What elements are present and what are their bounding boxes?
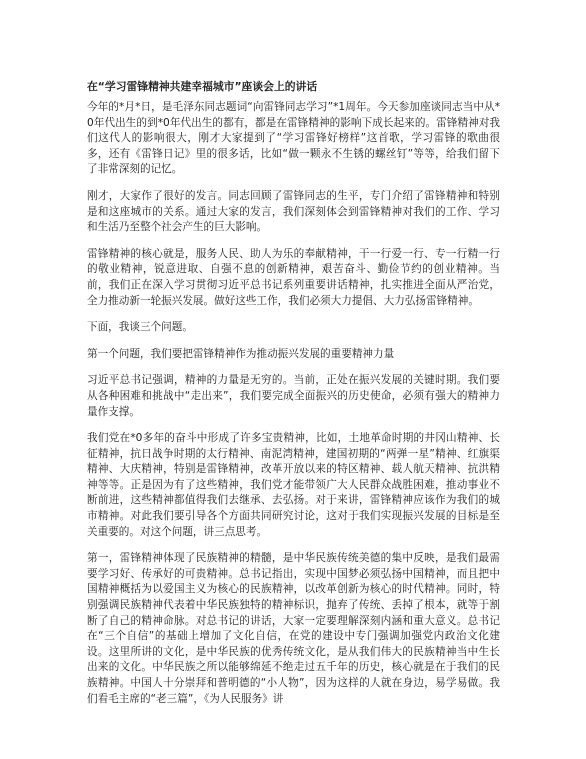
paragraph-speeches: 刚才，大家作了很好的发言。同志回顾了雷锋同志的生平，专门介绍了雷锋精神和特别是和这座城市的关系。通过大家的发言，我们深刻体会到雷锋精神对我们的工作、学习和生活乃至整个社会产生的巨大影响。 <box>87 189 500 234</box>
paragraph-spiritual-power: 习近平总书记强调，精神的力量是无穷的。当前，正处在振兴发展的关键时期。我们要从各种困难和挑战中“走出来”，我们要完成全面振兴的历史使命，必须有强大的精神力量作支撑。 <box>87 374 500 418</box>
paragraph-national-spirit: 第一，雷锋精神体现了民族精神的精髓，是中华民族传统美德的集中反映，是我们最需要学习好、传承好的可贵精神。总书记指出，实现中国梦必须弘扬中国精神，而且把中国精神概括为以爱国主义为核心的民族精神，以改革创新为核心的时代精神。同时，特别强调民族精神代表着中华民族独特的精神标识，抛弃了传统、丢掉了根本，就等于割断了自己的精神命脉。对总书记的讲话，大家一定要理解深刻内涵和重大意义。总书记在“三个自信”的基础上增加了文化自信，在党的建设中专门强调加强党内政治文化建设。这里所讲的文化，是中华民族的优秀传统文化，是从我们伟大的民族精神当中生长出来的文化。中华民族之所以能够绵延不绝走过五千年的历史，核心就是在于我们的民族精神。中国人十分崇拜和普明德的“小人物”，因为这样的人就在身边，易学易做。我们看毛主席的“老三篇”，《为人民服务》讲 <box>87 552 500 705</box>
document-body <box>87 80 500 718</box>
paragraph-intro: 今年的*月*日，是毛泽东同志题词“向雷锋同志学习”*1周年。今天参加座谈同志当中从*0年代出生的到*0年代出生的都有，都是在雷锋精神的影响下成长起来的。雷锋精神对我们这代人的影响很大，刚才大家提到了“学习雷锋好榜样”这首歌，学习雷锋的歌曲很多，还有《雷锋日记》里的很多话，比如“做一颗永不生锈的螺丝钉”等等，给我们留下了非常深刻的记忆。 <box>87 101 500 176</box>
paragraph-three-issues: 下面，我谈三个问题。 <box>87 321 193 334</box>
paragraph-first-issue-heading: 第一个问题，我们要把雷锋精神作为推动振兴发展的重要精神力量 <box>87 347 395 360</box>
paragraph-core-spirit: 雷锋精神的核心就是，服务人民、助人为乐的奉献精神，干一行爱一行、专一行精一行的敬业精神，锐意进取、自强不息的创新精神，艰苦奋斗、勤俭节约的创业精神。当前，我们正在深入学习贯彻习近平总书记系列重要讲话精神，扎实推进全面从严治党，全力推动新一轮振兴发展。做好这些工作，我们必须大力提倡、大力弘扬雷锋精神。 <box>87 247 500 307</box>
document-title: 在“学习雷锋精神共建幸福城市”座谈会上的讲话 <box>87 80 318 93</box>
paragraph-party-spirits: 我们党在*0多年的奋斗中形成了许多宝贵精神，比如，土地革命时期的井冈山精神、长征精神，抗日战争时期的太行精神、南泥湾精神，建国初期的“两弹一星”精神、红旗渠精神、大庆精神，特别是雷锋精神，改革开放以来的特区精神、载人航天精神、抗洪精神等等。正是因为有了这些精神，我们党才能带领广大人民群众战胜困难，推动事业不断前进，这些精神都值得我们去继承、去弘扬。对于来讲，雷锋精神应该作为我们的城市精神。对此我们要引导各个方面共同研究讨论，这对于我们实现振兴发展的目标是至关重要的。对这个问题，讲三点思考。 <box>87 432 500 538</box>
